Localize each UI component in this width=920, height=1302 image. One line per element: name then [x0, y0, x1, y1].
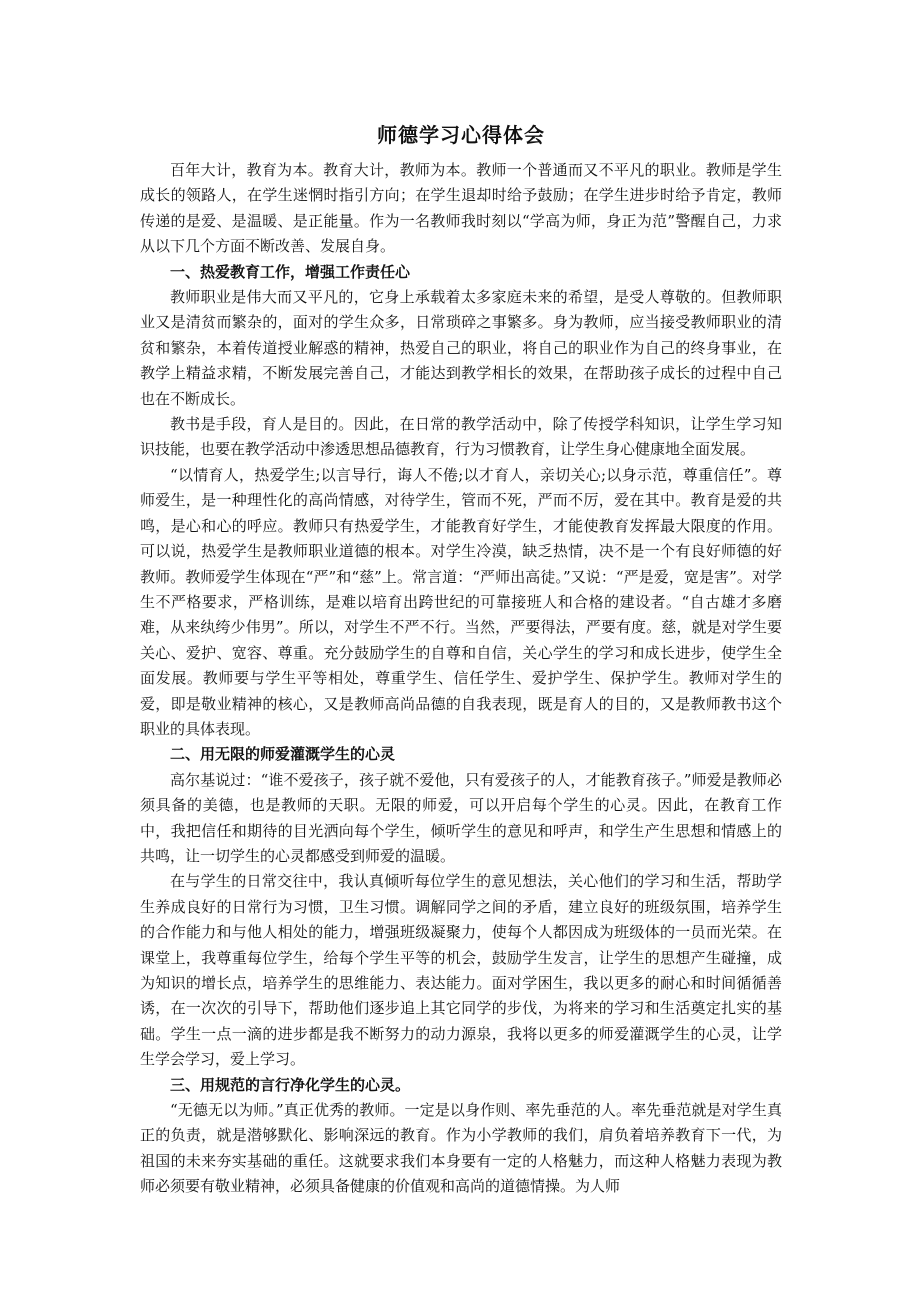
section-1-paragraph-2: 教书是手段，育人是目的。因此，在日常的教学活动中，除了传授学科知识，让学生学习知识技能，也要在教学活动中渗透思想品德教育，行为习惯教育，让学生身心健康地全面发展。 [140, 415, 782, 459]
section-1-paragraph-3: “以情育人，热爱学生;以言导行，诲人不倦;以才育人，亲切关心;以身示范，尊重信任”。尊师爱生，是一种理性化的高尚情感，对待学生，管而不死，严而不厉，爱在其中。教育是爱的共鸣，是心和心的呼应。教师只有热爱学生，才能教育好学生，才能使教育发挥最大限度的作用。可以说，热爱学生是教师职业道德的根本。对学生冷漠，缺乏热情，决不是一个有良好师德的好教师。教师爱学生体现在“严”和“慈”上。常言道：“严师出高徒。”又说：“严是爱，宽是害”。对学生不严格要求，严格训练，是难以培育出跨世纪的可靠接班人和合格的建设者。“自古雄才多磨难，从来纨绔少伟男”。所以，对学生不严不行。当然，严要得法，严要有度。慈，就是对学生要关心、爱护、宽容、尊重。充分鼓励学生的自尊和自信，关心学生的学习和成长进步，使学生全面发展。教师要与学生平等相处，尊重学生、信任学生、爱护学生、保护学生。教师对学生的爱，即是敬业精神的核心，又是教师高尚品德的自我表现，既是育人的目的，又是教师教书这个职业的具体表现。 [140, 465, 782, 738]
section-heading-3: 三、用规范的言行净化学生的心灵。 [170, 1075, 411, 1094]
section-2-paragraph-1: 高尔基说过：“谁不爱孩子，孩子就不爱他，只有爱孩子的人，才能教育孩子。”师爱是教师必须具备的美德，也是教师的天职。无限的师爱，可以开启每个学生的心灵。因此，在教育工作中，我把信任和期待的目光洒向每个学生，倾听学生的意见和呼声，和学生产生思想和情感上的共鸣，让一切学生的心灵都感受到师爱的温暖。 [140, 770, 782, 865]
section-3-paragraph-1: “无德无以为师。”真正优秀的教师。一定是以身作则、率先垂范的人。率先垂范就是对学生真正的负责，就是潜够默化、影响深远的教育。作为小学教师的我们，肩负着培养教育下一代，为祖国的未来夯实基础的重任。这就要求我们本身要有一定的人格魅力，而这种人格魅力表现为教师必须要有敬业精神，必须具备健康的价值观和高尚的道德情操。为人师 [140, 1101, 782, 1196]
intro-paragraph: 百年大计，教育为本。教育大计，教师为本。教师一个普通而又不平凡的职业。教师是学生成长的领路人，在学生迷惘时指引方向；在学生退却时给予鼓励；在学生进步时给予肯定，教师传递的是爱、是温暖、是正能量。作为一名教师我时刻以“学高为师，身正为范”警醒自己，力求从以下几个方面不断改善、发展自身。 [140, 161, 782, 256]
section-heading-1: 一、热爱教育工作，增强工作责任心 [170, 262, 411, 281]
document-page [140, 118, 782, 1200]
document-title: 师德学习心得体会 [377, 123, 545, 147]
section-2-paragraph-2: 在与学生的日常交往中，我认真倾听每位学生的意见想法，关心他们的学习和生活，帮助学生养成良好的日常行为习惯，卫生习惯。调解同学之间的矛盾，建立良好的班级氛围，培养学生的合作能力和与他人相处的能力，增强班级凝聚力，使每个人都因成为班级体的一员而光荣。在课堂上，我尊重每位学生，给每个学生平等的机会，鼓励学生发言，让学生的思想产生碰撞，成为知识的增长点，培养学生的思维能力、表达能力。面对学困生，我以更多的耐心和时间循循善诱，在一次次的引导下，帮助他们逐步追上其它同学的步伐，为将来的学习和生活奠定扎实的基础。学生一点一滴的进步都是我不断努力的动力源泉，我将以更多的师爱灌溉学生的心灵，让学生学会学习，爱上学习。 [140, 872, 782, 1069]
section-heading-2: 二、用无限的师爱灌溉学生的心灵 [170, 745, 396, 764]
section-1-paragraph-1: 教师职业是伟大而又平凡的，它身上承载着太多家庭未来的希望，是受人尊敬的。但教师职业又是清贫而繁杂的，面对的学生众多，日常琐碎之事繁多。身为教师，应当接受教师职业的清贫和繁杂，本着传道授业解惑的精神，热爱自己的职业，将自己的职业作为自己的终身事业，在教学上精益求精，不断发展完善自己，才能达到教学相长的效果，在帮助孩子成长的过程中自己也在不断成长。 [140, 288, 782, 408]
